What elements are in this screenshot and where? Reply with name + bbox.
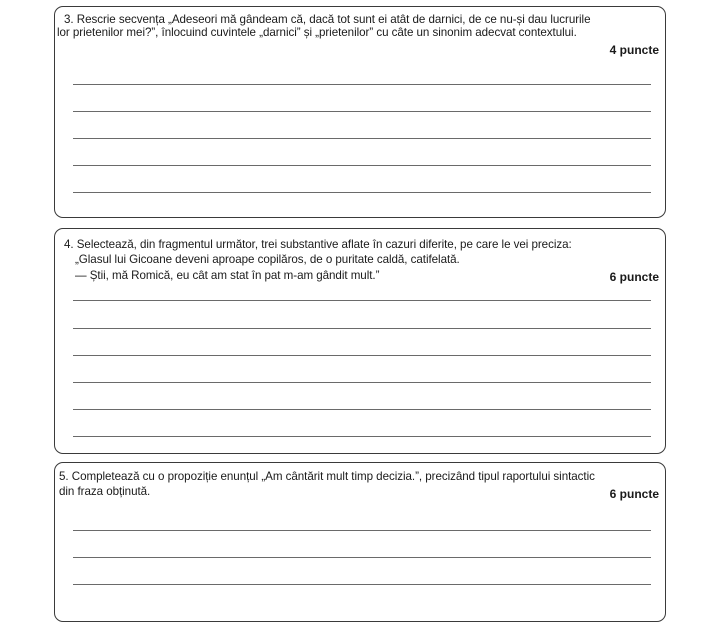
question-5-prompt-line-1: Completează cu o propoziție enunțul „Am cântărit mult timp decizia.”, precizând tipul raportului sintactic bbox=[71, 470, 595, 483]
question-3-box bbox=[54, 6, 666, 218]
answer-line[interactable] bbox=[73, 584, 651, 585]
question-4-points: 6 puncte bbox=[609, 270, 659, 284]
question-4-box bbox=[54, 228, 666, 454]
question-5-box bbox=[54, 462, 666, 622]
answer-line[interactable] bbox=[73, 557, 651, 558]
question-4-number: 4. bbox=[64, 238, 74, 251]
answer-line[interactable] bbox=[73, 192, 651, 193]
answer-line[interactable] bbox=[73, 328, 651, 329]
question-3-prompt-line-1: Rescrie secvența „Adeseori mă gândeam că, dacă tot sunt ei atât de darnici, de ce nu-și dau lucrurile bbox=[76, 13, 591, 26]
question-3-prompt-line-2: lor prietenilor mei?”, înlocuind cuvintele „darnici” și „prietenilor” cu câte un sinonim adecvat contextului. bbox=[57, 26, 577, 39]
answer-line[interactable] bbox=[73, 355, 651, 356]
question-5-prompt-line-2: din fraza obținută. bbox=[59, 485, 151, 498]
question-4-prompt-line-1: Selectează, din fragmentul următor, trei substantive aflate în cazuri diferite, pe care le vei preciza: bbox=[76, 238, 572, 251]
answer-line[interactable] bbox=[73, 111, 651, 112]
answer-line[interactable] bbox=[73, 530, 651, 531]
question-3-number: 3. bbox=[64, 13, 74, 26]
answer-line[interactable] bbox=[73, 300, 651, 301]
question-3-text-line-1 bbox=[64, 13, 590, 26]
answer-line[interactable] bbox=[73, 436, 651, 437]
question-4-quote-line-2: — Știi, mă Romică, eu cât am stat în pat m-am gândit mult.” bbox=[75, 269, 380, 282]
question-5-points: 6 puncte bbox=[609, 487, 659, 501]
answer-line[interactable] bbox=[73, 138, 651, 139]
answer-line[interactable] bbox=[73, 382, 651, 383]
question-4-quote-line-1: „Glasul lui Gicoane deveni aproape copilăros, de o puritate caldă, catifelată. bbox=[75, 253, 460, 266]
question-3-points: 4 puncte bbox=[609, 43, 659, 57]
answer-line[interactable] bbox=[73, 409, 651, 410]
question-5-number: 5. bbox=[59, 470, 69, 483]
question-5-text-line-1 bbox=[59, 470, 595, 483]
answer-line[interactable] bbox=[73, 84, 651, 85]
answer-line[interactable] bbox=[73, 165, 651, 166]
question-4-text-line-1 bbox=[64, 238, 572, 251]
